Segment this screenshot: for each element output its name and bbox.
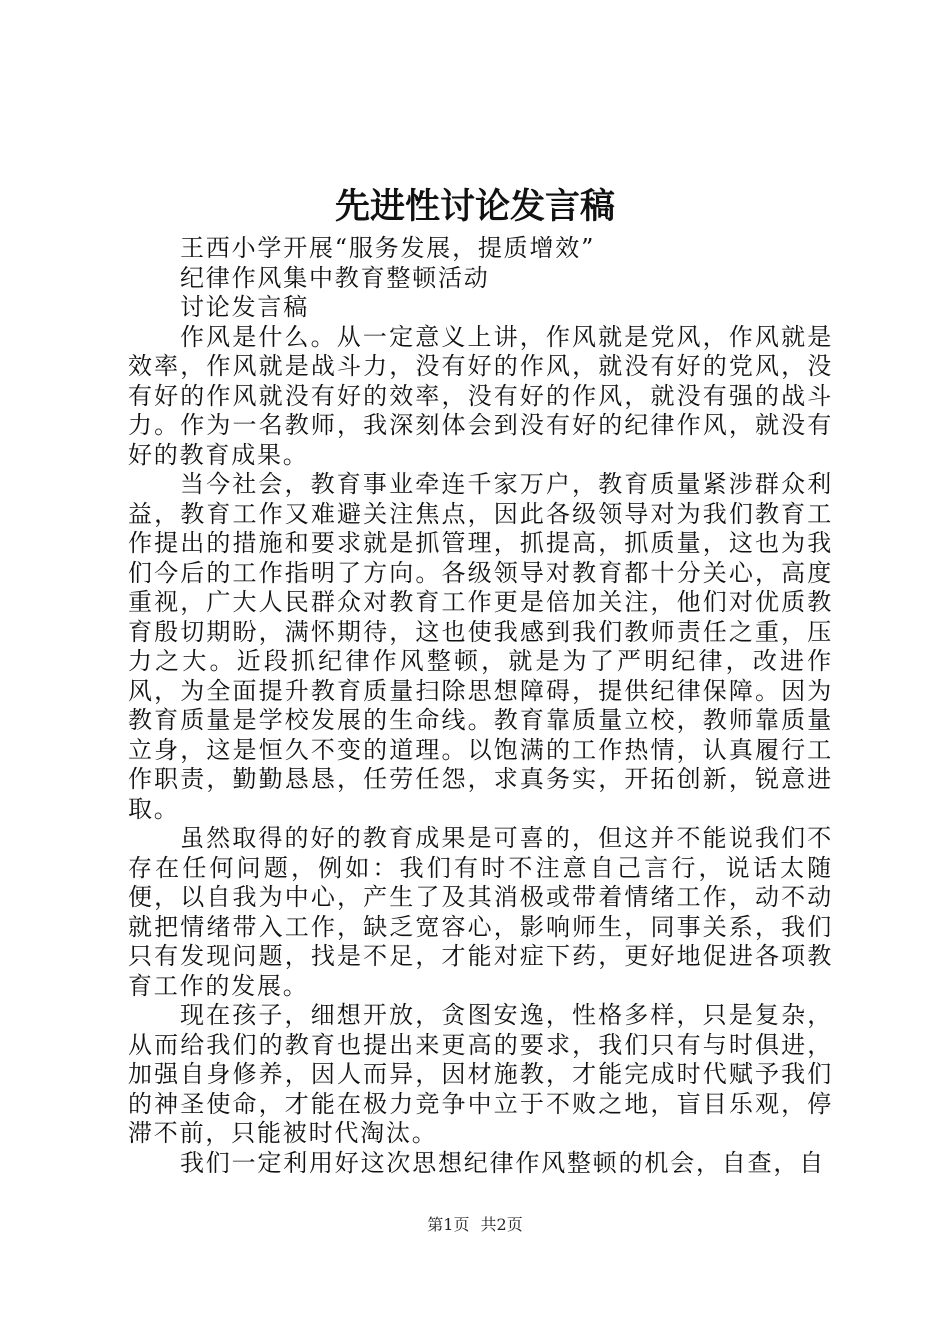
page-footer <box>0 1213 950 1237</box>
page-total: 共2页 <box>480 1215 523 1234</box>
subheading-line: 纪律作风集中教育整顿活动 <box>180 263 490 292</box>
document-title: 先进性讨论发言稿 <box>334 186 615 227</box>
paragraph: 现在孩子，细想开放，贪图安逸，性格多样，只是复杂，从而给我们的教育也提出来更高的要求，我们只有与时俱进，加强自身修养，因人而异，因材施教，才能完成时代赋予我们的神圣使命，才能在极力竞争中立于不败之地，盲目乐观，停滞不前，只能被时代淘汰。 <box>128 1001 833 1147</box>
document-body <box>128 234 833 1178</box>
paragraph: 虽然取得的好的教育成果是可喜的，但这并不能说我们不存在任何问题，例如：我们有时不注意自己言行，说话太随便，以自我为中心，产生了及其消极或带着情绪工作，动不动就把情绪带入工作，缺乏宽容心，影响师生，同事关系，我们只有发现问题，找是不足，才能对症下药，更好地促进各项教育工作的发展。 <box>128 824 833 1000</box>
paragraph: 我们一定利用好这次思想纪律作风整顿的机会，自查，自 <box>180 1148 825 1177</box>
page-number: 第1页 <box>427 1215 470 1234</box>
paragraph: 作风是什么。从一定意义上讲，作风就是党风，作风就是效率，作风就是战斗力，没有好的作风，就没有好的党风，没有好的作风就没有好的效率，没有好的作风，就没有强的战斗力。作为一名教师，我深刻体会到没有好的纪律作风，就没有好的教育成果。 <box>128 322 833 469</box>
paragraph: 当今社会，教育事业牵连千家万户，教育质量紧涉群众利益，教育工作又难避关注焦点，因此各级领导对为我们教育工作提出的措施和要求就是抓管理，抓提高，抓质量，这也为我们今后的工作指明了方向。各级领导对教育都十分关心，高度重视，广大人民群众对教育工作更是倍加关注，他们对优质教育殷切期盼，满怀期待，这也使我感到我们教师责任之重，压力之大。近段抓纪律作风整顿，就是为了严明纪律，改进作风，为全面提升教育质量扫除思想障碍，提供纪律保障。因为教育质量是学校发展的生命线。教育靠质量立校，教师靠质量立身，这是恒久不变的道理。以饱满的工作热情，认真履行工作职责，勤勤恳恳，任劳任怨，求真务实，开拓创新，锐意进取。 <box>128 470 833 823</box>
subheading-line: 王西小学开展“服务发展，提质增效” <box>180 234 596 262</box>
subheading-line: 讨论发言稿 <box>180 293 309 321</box>
